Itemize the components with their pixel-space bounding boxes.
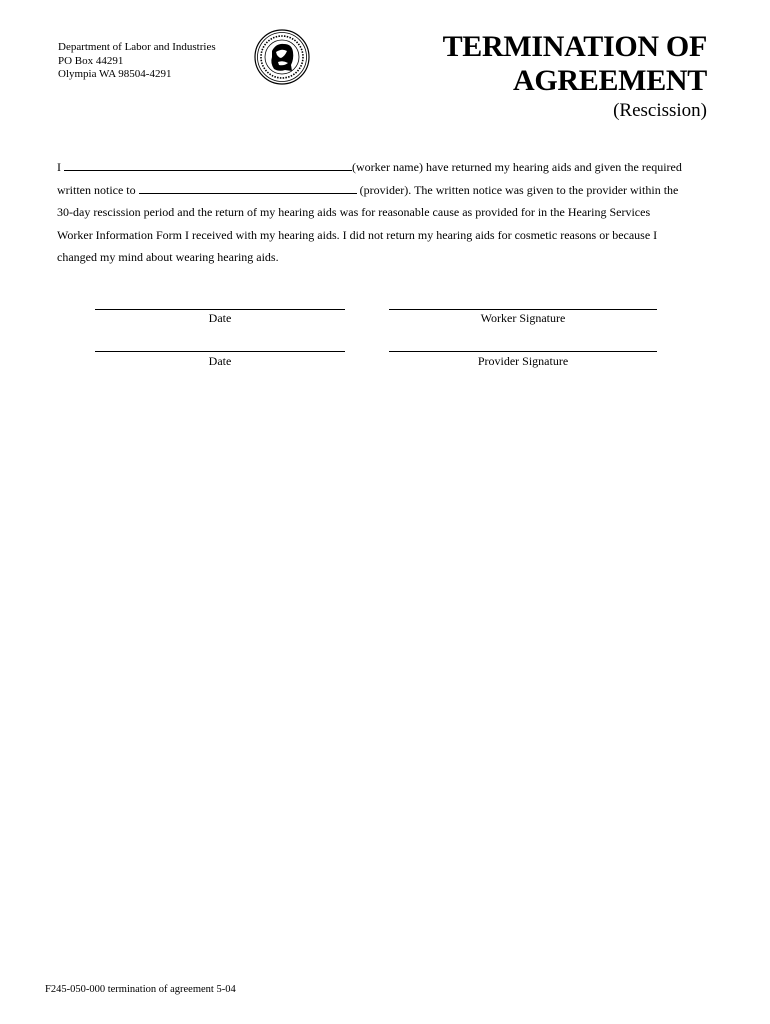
form-subtitle: (Rescission)	[613, 100, 707, 121]
body-line-1-end: (worker name) have returned my hearing aids and given the required	[352, 160, 682, 174]
provider-date-field[interactable]	[95, 351, 345, 352]
provider-date-label: Date	[208, 354, 232, 368]
address-line-po-box: PO Box 44291	[58, 54, 124, 67]
body-line-2-start: written notice to	[57, 182, 139, 197]
title-line-2: AGREEMENT	[513, 64, 707, 97]
address-line-agency: Department of Labor and Industries	[58, 41, 216, 53]
body-line-2	[57, 179, 715, 202]
body-line-5: changed my mind about wearing hearing aids.	[57, 250, 279, 264]
worker-signature-label: Worker Signature	[480, 311, 566, 325]
worker-signature-field[interactable]	[389, 309, 657, 310]
title-line-1: TERMINATION OF	[442, 30, 707, 63]
body-line-4: Worker Information Form I received with my hearing aids. I did not return my hearing aids for cosmetic reasons or because I	[57, 227, 658, 242]
provider-signature-label: Provider Signature	[477, 354, 569, 368]
provider-signature-field[interactable]	[389, 351, 657, 352]
body-line-1	[57, 156, 715, 179]
worker-date-label: Date	[208, 311, 232, 325]
provider-name-field[interactable]	[139, 182, 357, 194]
body-line-2-end: (provider). The written notice was given to the provider within the	[356, 182, 679, 197]
address-line-city: Olympia WA 98504-4291	[58, 68, 172, 80]
state-seal-icon	[254, 29, 310, 85]
form-body	[57, 156, 715, 269]
worker-name-field[interactable]	[64, 159, 352, 171]
agency-address	[58, 41, 216, 82]
form-title	[443, 30, 707, 98]
worker-date-field[interactable]	[95, 309, 345, 310]
body-line-1-start: I	[57, 160, 64, 174]
form-id-footer: F245-050-000 termination of agreement 5-04	[45, 984, 236, 995]
body-line-3: 30-day rescission period and the return of my hearing aids was for reasonable cause as provided for in the Hearing Services	[57, 205, 651, 219]
